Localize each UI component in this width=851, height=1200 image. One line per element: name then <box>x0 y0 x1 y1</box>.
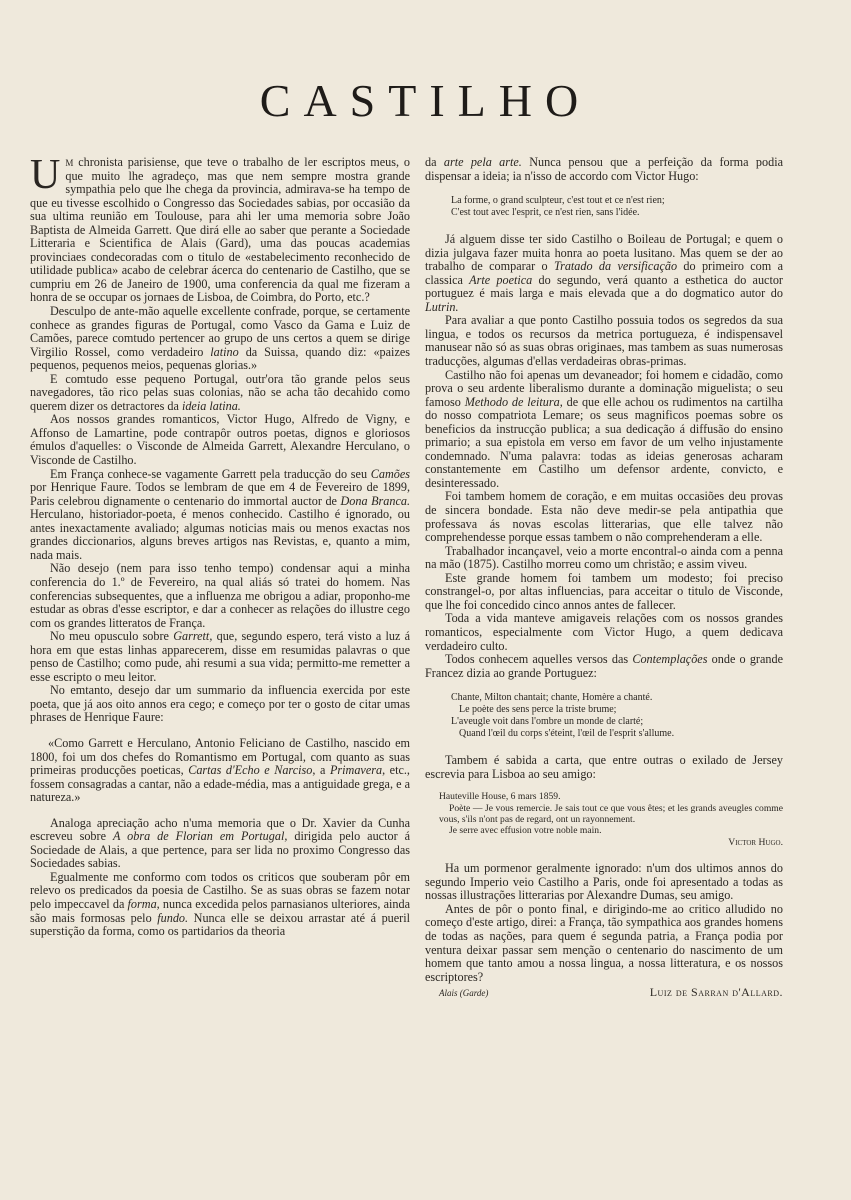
paragraph: Foi tambem homem de coração, e em muitas occasiões deu provas de sincera bondade. Esta não deve medir-se pela antipathia que professava ás novas escolas litterarias, que elle talvez não comprehendesse porque essas tambem o não comprehenderam a elle. <box>425 489 783 545</box>
article-title: CASTILHO <box>259 75 592 126</box>
quoted-letter: Hauteville House, 6 mars 1859. Poète — Je vous remercie. Je sais tout ce que vous êtes; et les grands aveugles comme vous, s'ils n'ont pas de regard, ont un rayonnement. Je serre avec effusion votre noble main. Victor Hugo. <box>439 791 783 848</box>
paragraph: Em França conhece-se vagamente Garrett pela traducção do seu Camões por Henrique Faure. Todos se lembram de que em 4 de Fevereiro de 1899, Paris celebrou dignamente o centenario do immortal auctor de Dona Branca. Herculano, historiador-poeta, é menos conhecido. Castilho é ignorado, ou antes inexactamente avaliado; algumas noticias mais ou menos exactas nos grandes diccionarios, alguns breves artigos nas Revistas, e, quanto a mim, nada mais. <box>30 466 410 562</box>
verse-quote: La forme, o grand sculpteur, c'est tout et ce n'est rien; C'est tout avec l'esprit, ce n'est rien, sans l'idée. <box>451 195 665 219</box>
article-footer <box>425 986 783 1001</box>
paragraph: Ha um pormenor geralmente ignorado: n'um dos ultimos annos do segundo Imperio veio Castilho a Paris, onde foi apresentado a todas as nossas illustrações litterarias por Alexandre Dumas, seu amigo. <box>425 861 783 903</box>
paragraph: Egualmente me conformo com todos os criticos que souberam pôr em relevo os predicados da poesia de Castilho. Se as suas obras se fazem notar pelo impeccavel da forma, nunca excedida pelos parnasianos ulteriores, ainda são mais formosas pelo fundo. Nunca elle se deixou arrastar até á pueril superstição da forma, como os partidarios da theoria <box>30 869 410 939</box>
paragraph: Trabalhador incançavel, veio a morte encontral-o ainda com a penna na mão (1875). Castilho morreu como um christão; e assim viveu. <box>425 543 783 572</box>
verse-quote: Chante, Milton chantait; chante, Homère a chanté. Le poète des sens perce la triste brume; L'aveugle voit dans l'ombre un monde de clarté; Quand l'œil du corps s'éteint, l'œil de l'esprit s'allume. <box>451 692 675 740</box>
paragraph: Toda a vida manteve amigaveis relações com os nossos grandes romanticos, especialmente com Victor Hugo, a quem dedicava verdadeiro culto. <box>425 611 783 653</box>
paragraph: Já alguem disse ter sido Castilho o Boileau de Portugal; e quem o dizia julgava fazer muita honra ao poeta lusitano. Mas quem se der ao trabalho de comparar o Tratado da versificação do primeiro com a classica Arte poetica do segundo, verá quanto a esthetica do auctor portuguez é mais larga e mais elevada que a do dogmatico autor do Lutrin. <box>425 232 784 314</box>
left-column <box>30 152 411 939</box>
drop-cap: U <box>30 152 61 198</box>
right-column <box>425 156 783 1001</box>
paragraph: Este grande homem foi tambem um modesto; foi preciso constrangel-o, por altas influencias, para acceitar o titulo de Visconde, que lhe foi concedido cinco annos antes de fallecer. <box>425 570 783 612</box>
paragraph: Não desejo (nem para isso tenho tempo) condensar aqui a minha conferencia do 1.º de Fevereiro, na qual aliás só tratei do homem. Nas conferencias subsequentes, que a influenza me obrigou a adiar, proponho-me estudar as obras d'esse escriptor, e dar a conhecer as relações do illustre cego com os grandes litteratos de França. <box>30 561 410 630</box>
paragraph: No emtanto, desejo dar um summario da influencia exercida por este poeta, que já aos oito annos era cego; e começo por ter o gosto de citar umas phrases de Henrique Faure: <box>30 683 410 725</box>
paragraph: Antes de pôr o ponto final, e dirigindo-me ao critico alludido no começo d'este artigo, direi: a França, tão sympathica aos grandes homens de todas as nações, para quem é segunda patria, a França podia por ventura deixar passar sem menção o centenario do nascimento de um homem que tanto amou a nossa lingua, a nossa litteratura, e os nossos escriptores? <box>425 901 783 984</box>
block-quote: «Como Garrett e Herculano, Antonio Feliciano de Castilho, nascido em 1800, foi um dos chefes do Romantismo em Portugal, com quanto as suas primeiras producções poeticas, Cartas d'Echo e Narciso, a Primavera, etc., fossem consagradas a cantar, não a edade-média, mas a antiguidade grega, e a natureza.» <box>30 735 410 805</box>
paragraph: Analoga apreciação acho n'uma memoria que o Dr. Xavier da Cunha escreveu sobre A obra de Florian em Portugal, dirigida pelo auctor á Sociedade de Alais, a que pertence, para ser lida no proximo Congresso das Sociedades sabias. <box>30 815 410 871</box>
paragraph: Aos nossos grandes romanticos, Victor Hugo, Alfredo de Vigny, e Affonso de Lamartine, pode contrapôr outros poetas, dignos e gloriosos émulos d'aquelles: o Visconde de Almeida Garrett, Alexandre Herculano, o Visconde de Castilho. <box>30 412 410 468</box>
paragraph: Tambem é sabida a carta, que entre outras o exilado de Jersey escrevia para Lisboa ao seu amigo: <box>425 753 783 781</box>
place-dateline: Alais (Garde) <box>439 988 489 999</box>
paragraph: Todos conhecem aquelles versos das Contemplações onde o grande Francez dizia ao grande Portuguez: <box>425 652 783 680</box>
paragraph: Um chronista parisiense, que teve o trabalho de ler escriptos meus, o que muito lhe agradeço, mas que nem sempre mostra grande sympathia pelo que lhe chega da provincia, admirava-se ha tempo de que eu tivesse escolhido o Congresso das Sociedades sabias, por occasião da sua ultima reunião em Toulouse, para ahi ler uma memoria sobre João Baptista de Almeida Garrett. Que dirá elle ao saber que perante a Sociedade Litteraria e Scientifica de Alais (Gard), uma das poucas academias provinciaes condecoradas com o titulo de «estabelecimento reconhecido de utilidade publica» acabo de celebrar ácerca do centenario de Castilho, que se cumpriu em 26 de Janeiro de 1900, uma conferencia da qual me fizeram a honra de se occupar os jornaes de Lisboa, de Coimbra, do Porto, etc.? <box>30 152 410 305</box>
paragraph: No meu opusculo sobre Garrett, que, segundo espero, terá visto a luz á hora em que estas linhas apparecerem, disse em resumidas palavras o que penso de Castilho; como pude, ahi resumi a sua vida; permitto-me remetter a esse escripto o meu leitor. <box>30 629 410 684</box>
paragraph: Desculpo de ante-mão aquelle excellente confrade, porque, se certamente conhece as grandes figuras de Portugal, como Vasco da Gama e Luiz de Camões, parece comtudo pertencer ao grupo de uns certos a quem se dirige Virgilio Rossel, como verdadeiro latino da Suissa, quando diz: «paizes pequenos, pequenos meios, pequenas glorias.» <box>30 304 411 373</box>
author-signature: Luiz de Sarran d'Allard. <box>649 985 783 1000</box>
paragraph: Para avaliar a que ponto Castilho possuia todos os segredos da sua lingua, e todos os recursos da metrica portugueza, é indispensavel manusear não só as suas obras originaes, mas tambem as suas numerosas traducções, algumas d'ellas verdadeiras obras-primas. <box>425 313 783 369</box>
paragraph: da arte pela arte. Nunca pensou que a perfeição da forma podia dispensar a ideia; ia n'isso de accordo com Victor Hugo: <box>425 155 783 183</box>
paragraph: Castilho não foi apenas um devaneador; foi homem e cidadão, como prova o seu ardente liberalismo durante a dominação miguelista; o seu famoso Methodo de leitura, de que elle achou os rudimentos na cartilha do nosso compatriota Lemare; os seus magnificos poemas sobre os beneficios da instrucção publica; a sua dedicação á diffusão do ensino primario; a sua epistola em verso em favor de um velho injustamente condemnado. N'uma palavra: todas as ideias generosas acharam constantemente em Castilho um defensor ardente, convicto, e desinteressado. <box>425 367 783 490</box>
paragraph: E comtudo esse pequeno Portugal, outr'ora tão grande pelos seus navegadores, tão rico pelas suas colonias, não se acha tão decahido como querem dizer os detractores da ideia latina. <box>30 371 410 413</box>
